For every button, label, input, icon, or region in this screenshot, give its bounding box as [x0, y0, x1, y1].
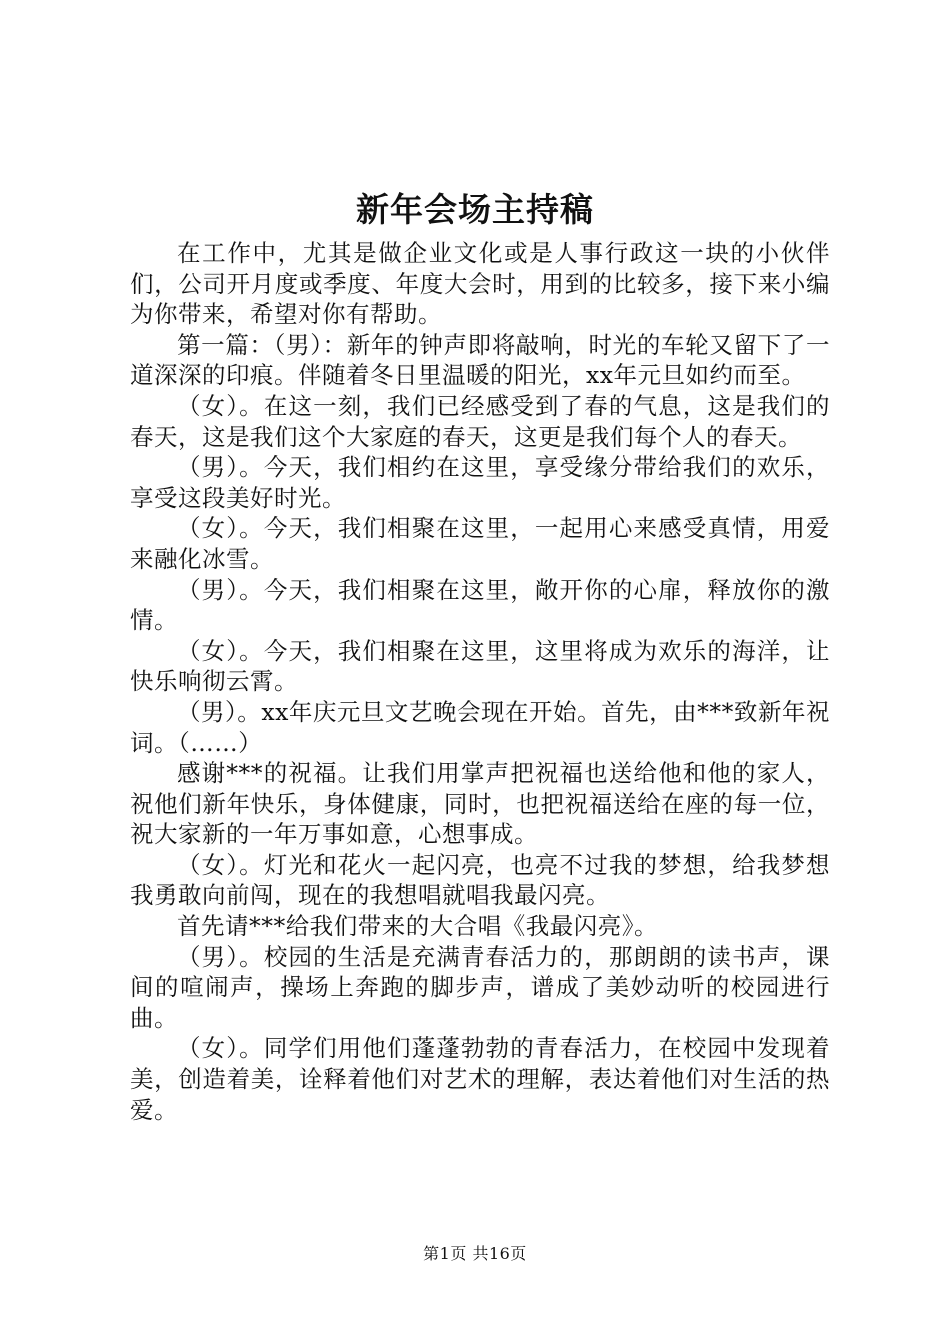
paragraph: 第一篇：（男）：新年的钟声即将敲响，时光的车轮又留下了一道深深的印痕。伴随着冬日里温暖的阳光，xx年元旦如约而至。 — [130, 330, 830, 390]
paragraph: 在工作中，尤其是做企业文化或是人事行政这一块的小伙伴们，公司开月度或季度、年度大会时，用到的比较多，接下来小编为你带来，希望对你有帮助。 — [130, 239, 830, 329]
paragraph: （男）。今天，我们相聚在这里，敞开你的心扉，释放你的激情。 — [130, 575, 830, 635]
page-footer: 第1页 共16页 — [423, 1244, 527, 1263]
paragraph: （男）。校园的生活是充满青春活力的，那朗朗的读书声，课间的喧闹声，操场上奔跑的脚步声，谱成了美妙动听的校园进行曲。 — [130, 942, 830, 1032]
paragraph: （女）。在这一刻，我们已经感受到了春的气息，这是我们的春天，这是我们这个大家庭的春天，这更是我们每个人的春天。 — [130, 391, 830, 451]
paragraph: （女）。灯光和花火一起闪亮，也亮不过我的梦想，给我梦想我勇敢向前闯，现在的我想唱就唱我最闪亮。 — [130, 850, 830, 910]
paragraph: （男）。今天，我们相约在这里，享受缘分带给我们的欢乐，享受这段美好时光。 — [130, 453, 830, 512]
paragraph: （女）。今天，我们相聚在这里，这里将成为欢乐的海洋，让快乐响彻云霄。 — [130, 636, 830, 696]
document-title: 新年会场主持稿 — [356, 190, 594, 229]
paragraph: （男）。xx年庆元旦文艺晚会现在开始。首先，由***致新年祝词。（……） — [130, 697, 830, 757]
paragraph: （女）。同学们用他们蓬蓬勃勃的青春活力，在校园中发现着美，创造着美，诠释着他们对艺术的理解，表达着他们对生活的热爱。 — [130, 1034, 830, 1124]
paragraph: 首先请***给我们带来的大合唱《我最闪亮》。 — [177, 912, 658, 941]
paragraph: 感谢***的祝福。让我们用掌声把祝福也送给他和他的家人，祝他们新年快乐，身体健康，同时，也把祝福送给在座的每一位，祝大家新的一年万事如意，心想事成。 — [130, 759, 830, 849]
document-body — [130, 238, 830, 1125]
paragraph: （女）。今天，我们相聚在这里，一起用心来感受真情，用爱来融化冰雪。 — [130, 514, 830, 573]
